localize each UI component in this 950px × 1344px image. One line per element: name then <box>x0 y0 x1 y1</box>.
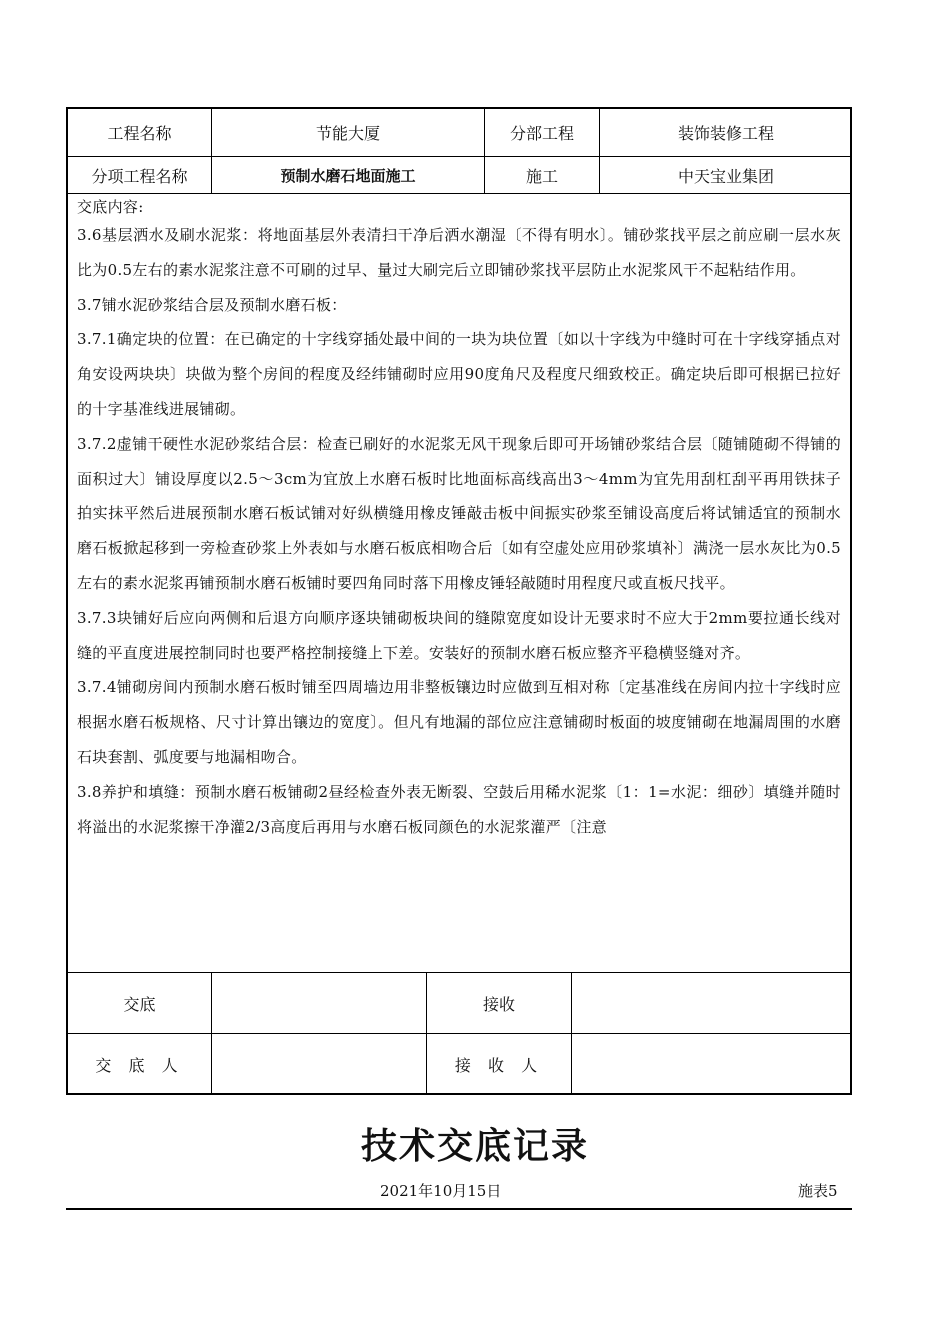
subitem-label: 分项工程名称 <box>91 166 188 186</box>
form-number: 施表5 <box>798 1182 838 1200</box>
receive-label: 接收 <box>482 994 515 1014</box>
paragraph: 3.7.1确定块的位置：在已确定的十字线穿插处最中间的一块为块位置〔如以十字线为中缝时可在十字线穿插点对角安设两块块〕块做为整个房间的程度及经纬铺砌时应用90度角尺及程度尺细致校正。确定块后即可根据已拉好的十字基准线进展铺砌。 <box>77 330 841 418</box>
receive-signature-field[interactable] <box>572 973 852 1033</box>
receiver-label: 接 收 人 <box>454 1056 544 1075</box>
row-divider <box>68 193 850 194</box>
handover-person-label: 交 底 人 <box>95 1056 184 1075</box>
construction-value: 中天宝业集团 <box>677 166 774 186</box>
content-label: 交底内容: <box>77 198 144 216</box>
handover-signature-field[interactable] <box>212 973 426 1033</box>
construction-label: 施工 <box>525 166 558 186</box>
handover-person-field[interactable] <box>212 1034 426 1095</box>
paragraph: 3.7.3块铺好后应向两侧和后退方向顺序逐块铺砌板块间的缝隙宽度如设计无要求时不应大于2mm要拉通长线对缝的平直度进展控制同时也要严格控制接缝上下差。安装好的预制水磨石板应整齐平稳横竖缝对齐。 <box>77 608 841 662</box>
project-name-label: 工程名称 <box>107 124 172 143</box>
paragraph: 3.8养护和填缝：预制水磨石板铺砌2昼经检查外表无断裂、空鼓后用稀水泥浆〔1：1=水泥：细砂〕填缝并随时将溢出的水泥浆擦干净灌2/3高度后再用与水磨石板同颜色的水泥浆灌严〔注意 <box>77 782 841 836</box>
receiver-field[interactable] <box>572 1034 852 1095</box>
paragraph: 3.7铺水泥砂浆结合层及预制水磨石板： <box>77 295 347 314</box>
document-title: 技术交底记录 <box>360 1126 589 1167</box>
paragraph: 3.7.2虚铺干硬性水泥砂浆结合层：检查已刷好的水泥浆无风干现象后即可开场铺砂浆结合层〔随铺随砌不得铺的面积过大〕铺设厚度以2.5～3cm为宜放上水磨石板时比地面标高线高出3～4mm为宜先用刮杠刮平再用铁抹子拍实抹平然后进展预制水磨石板试铺对好纵横缝用橡皮锤敲击板中间振实砂浆至铺设高度后将试铺适宜的预制水磨石板掀起移到一旁检查砂浆上外表如与水磨石板底相吻合后〔如有空虚处应用砂浆填补〕满浇一层水灰比为0.5左右的素水泥浆再铺预制水磨石板铺时要四角同时落下用橡皮锤轻敲随时用程度尺或直板尺找平。 <box>77 434 841 592</box>
document-date: 2021年10月15日 <box>380 1182 502 1200</box>
project-name-value: 节能大厦 <box>315 124 380 143</box>
division-value: 装饰装修工程 <box>677 124 774 143</box>
paragraph: 3.6基层洒水及刷水泥浆：将地面基层外表清扫干净后洒水潮湿〔不得有明水〕。铺砂浆找平层之前应刷一层水灰比为0.5左右的素水泥浆注意不可刷的过早、量过大刷完后立即铺砂浆找平层防止水泥浆风干不起粘结作用。 <box>77 226 841 279</box>
handover-label: 交底 <box>123 994 156 1014</box>
paragraph: 3.7.4铺砌房间内预制水磨石板时铺至四周墙边用非整板镶边时应做到互相对称〔定基准线在房间内拉十字线时应根据水磨石板规格、尺寸计算出镶边的宽度〕。但凡有地漏的部位应注意铺砌时板面的坡度铺砌在地漏周围的水磨石块套割、弧度要与地漏相吻合。 <box>77 678 841 766</box>
division-label: 分部工程 <box>509 124 574 143</box>
divider <box>66 1208 852 1210</box>
subitem-value: 预制水磨石地面施工 <box>280 166 416 185</box>
record-table <box>66 107 852 1095</box>
handover-content <box>77 196 841 844</box>
